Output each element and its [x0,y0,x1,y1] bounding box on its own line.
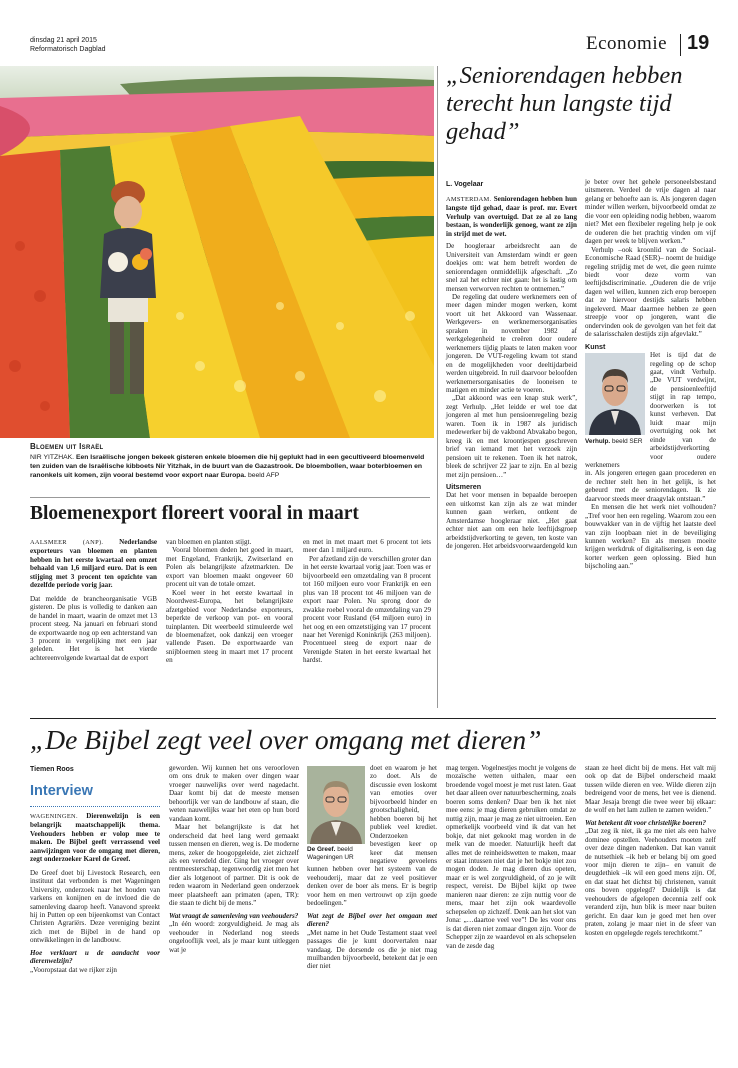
article1-body-3a: en met in met maart met 6 procent tot iets meer dan 1 miljard euro. [303,538,431,555]
degreef-photo-block [307,766,365,864]
article1-lead: Nederlandse exporteurs van bloemen en planten hebben in het eerste kwartaal een omzet behaald van 1,6 miljard euro. Dat is een stijging met 3 procent ten opzichte van dezelfde periode vorig jaar. [30,538,157,590]
article3-column-5 [585,764,716,937]
degreef-portrait [307,766,365,844]
degreef-caption: De Greef. [307,846,336,854]
interview-label: Interview [30,783,93,799]
column-divider [437,66,438,708]
article3-column-1 [30,812,160,974]
article1-dateline: AALSMEER (ANP). [30,539,104,546]
article3-column-3 [307,764,437,971]
article3-question-3: Wat zegt de Bijbel over het omgaan met dieren? [307,911,437,929]
article3-headline: „De Bijbel zegt veel over omgang met dieren” [30,724,542,755]
article3-body-1b: „Vooropstaat dat we rijker zijn [30,965,117,974]
photo1-caption-title: Bloemen uit Israël [30,442,104,451]
article3-body-1a: De Greef doet bij Livestock Research, een instituut dat verbonden is met Wageningen University, onderzoek naar het houden van varkens en konijnen en de invloed die de samenleving daarop heeft. Vanavond spreekt hij in Putten op een bijeenkomst van Contact Christen Agrariërs. Deze vereniging bezint zich met de Bijbel in de hand op ontwikkelingen in de landbouw. [30,868,160,945]
section-title: Economie [586,33,668,54]
divider [30,497,430,498]
article2-body-1d: Dat het voor mensen in bepaalde beroepen een uitkomst kan zijn als ze wat minder kunnen gaan werken, ontkent de Amsterdamse hoogleraar niet. „Het gaat echter niet aan om een hele leeftijdsgroep arbeidstijdverkorting te geven, ten koste van de jongeren. Het arbeidsvoorwaardengeld kun [446,491,577,551]
article3-question-1: Hoe verklaart u de aandacht voor dierenwelzijn? [30,948,160,966]
article3-body-2c: „In één woord: zorgvuldigheid. Je mag als veehouder in Nederland nog steeds ongelooflijk veel, als je maar kunt uitleggen wat je [169,920,299,954]
article2-body-2a: je beter over het gehele personeelsbestand uitsmeren. Verdeel de vrije dagen al naar gelang er behoefte aan is. Als jongeren dagen minder willen werken, bijvoorbeeld omdat ze die voor een opleiding nodig hebben, waarom niet? Met een flexibeler regeling help je ook de ouderen die het prachtig vinden om vijf dagen per week te blijven werken.” [585,178,716,246]
divider [30,718,716,719]
article2-body-2e: En mensen die het werk niet volhouden? „Tref voor hen een regeling. Waarom zou een bouwvakker van in de vijftig het laatste deel van zijn loopbaan niet in de beveiliging kunnen werken? En als mensen moeite krijgen werkdruk of digitalisering, is een dag korter werken geen oplossing. Bied hun bijscholing aan.” [585,503,716,571]
article1-body-2b: Vooral bloemen deden het goed in maart, met Engeland, Frankrijk, Zwitserland en Polen als belangrijkste afzetmarkten. De export van bloemen maakt ongeveer 60 procent uit van de totale omzet. [166,546,293,589]
article2-body-2c: Het is tijd dat de regeling op de schop gaat, vindt Verhulp. „De VUT verdwijnt, de pensioenleeftijd stijgt in rap tempo, doorwerken is tot kunst verheven. Dat luidt maar mijn overtuiging ook het einde van de arbeidstijdverkorting voor oudere werknemers [585,351,716,469]
article3-body-4a: mag tergen. Vogelnestjes mocht je volgens de mozaïsche wetten uithalen, maar een broedende vogel moest je met rust laten. Gaat het daar alleen over natuurbescherming, zoals boeren soms denken? Daar ben ik het niet mee eens: je mag dieren gebruiken omdat ze nuttig zijn, maar je mag ze niet uitroeien. Een opmerkelijk voorbeeld vind ik dat van het bokje, dat niet gekookt mag worden in de melk van de moeder. Natuurlijk heeft dat alles met de reinheidswetten te maken, maar er staat intussen niet dat je het bokje niet zou mogen doden. Je mag dieren dus opeten, maar er is wel zorgvuldigheid, of zo je wilt respect, vereist. De Bijbel kijkt op twee manieren naar dieren: ze zijn nuttig voor de mens, maar het zijn ook waardevolle schepselen op zichzelf. Denk aan het slot van Jona: „…daartoe veel vee”! De les voor ons is dat dieren niet zomaar dingen zijn. Voor de Schepper zijn ze waardevol en als schepselen van de zesde dag [446,764,577,950]
article1-body-2c: Koel weer in het eerste kwartaal in Noordwest-Europa, het belangrijkste afzetgebied voor Nederlandse exporteurs, beperkte de verkoop van pot- en vooral tuinplanten. Dit weerbeeld stimuleerde wel de bloemenafzet, ook dankzij een vroeger vallende Pasen. De exportwaarde van snijbloemen steeg in maart met 17 procent en [166,588,293,665]
article2-column-2 [585,178,716,571]
article2-lead: Seniorendagen hebben hun langste tijd gehad, daar is prof. mr. Evert Verhulp van overtuigd. Dat ze al zo lang bestaan, is wonderlijk genoeg, want ze zijn in strijd met de wet. [446,195,577,238]
article3-column-2 [169,764,299,954]
label-underline [30,806,160,807]
article3-body-2a: geworden. Wij kunnen het ons veroorloven om ons druk te maken over dingen waar vroeger nauwelijks over werd nagedacht. Daar komt bij dat de meeste mensen behoorlijk ver van de landbouw af staan, die weten nauwelijks waar het eten op hun bord vandaan komt. [169,764,299,823]
article1-body-3b: Per afzetland zijn de verschillen groter dan in het eerste kwartaal vorig jaar. Toen was er bijvoorbeeld een omzetdaling van 8 procent tot 160 miljoen euro voor Frankrijk en een plus van 18 procent tot 46 miljoen van de export naar Polen. Nu sprong door de zwakke roebel vooral de omzetdaling van 29 procent voor Rusland (64 miljoen euro) in het oog en een omzetstijging van 17 procent naar het Verenigd Koninkrijk (263 miljoen). Procentueel steeg de export naar de Verenigde Staten in het eerste kwartaal het hardst. [303,554,431,665]
article3-body-2b: Maar het belangrijkste is dat het onderscheid dat heel lang werd gemaakt tussen mensen en dieren, weg is. De moderne mens, zeker de hoogopgeleide, ziet zichzelf als een veredeld dier. Ging het vroeger over rentmeesterschap, tegenwoordig ziet men het dier als lotgenoot of partner. Dit is ook de reden waarom in Nederland geen onderzoek meer plaatsheeft aan primaten (apen, TR): die staan te dicht bij de mens.” [169,823,299,908]
article3-body-5b: „Dat zeg ik niet, ik ga me niet als een halve dominee opstellen. Veehouders moeten zelf over deze dingen nadenken. Dat kan vanuit de nutsethiek –ik heb er belang bij om goed voor mijn dieren te zijn– en vanuit de deugdethiek –ik wil een goed mens zijn. Of, en dat staat het dichtst bij christenen, vanuit ons boven opgelegd? Duidelijk is dat veehouders de afgelopen decennia zelf ook veranderd zijn, hun blik is meer naar buiten gericht. En daar kun je goed met hen over praten, zolang je maar niet in de sfeer van kosten en opgelegde regels terechtkomt.” [585,827,716,937]
verhulp-portrait [585,353,645,435]
verhulp-photo-block [585,353,645,454]
article1-body-2a: van bloemen en planten stijgt. [166,538,252,546]
verhulp-credit: beeld SER [612,437,643,445]
article3-lead: Dierenwelzijn is een belangrijk maatschappelijk thema. Veehouders hebben er volop mee te maken. De Bijbel geeft verrassend veel aanwijzingen voor de omgang met dieren, zegt onderzoeker Karel de Greef. [30,812,161,864]
article3-body-3a: doet en waarom je het zo doet. Als de discussie even loskomt van emoties over bijvoorbeeld hinder en grootschaligheid, hebben boeren bij het publiek veel krediet. Onderzoeken bevestigen keer op keer dat mensen negatieve gevoelens kunnen hebben over het systeem van de veehouderij, maar dat ze veel positiever denken over de boer als mens. Er is begrip voor hem en men vertrouwt op zijn goede bedoelingen.” [307,764,437,908]
article2-body-2d: in. Als jongeren ertegen gaan procederen en de rechter stelt hen in het gelijk, is het gebeurd met de seniorendagen. Ik zie daarvoor steeds meer draagvlak ontstaan.” [585,469,716,503]
flower-field-photo [0,66,434,438]
article2-byline: L. Vogelaar [446,181,484,188]
flower-field-illustration [0,66,434,438]
article2-headline: „Seniorendagen hebben terecht hun langste tijd gehad” [446,62,683,145]
article1-headline: Bloemenexport floreert vooral in maart [30,503,359,524]
page-number: 19 [687,32,710,54]
article2-column-1 [446,195,577,551]
verhulp-caption: Verhulp. [585,437,611,445]
photo1-caption [30,453,430,480]
article2-body-1a: De hoogleraar arbeidsrecht aan de Universiteit van Amsterdam windt er geen doekjes om: wat hem betreft worden de seniorendagen onmiddellijk afgeschaft. „Zo snel zal het echter niet gaan: het is lastig om mensen verworven rechten te ontnemen.” [446,242,577,293]
article1-body-1: Dat meldde de brancheorganisatie VGB gisteren. De plus is volledig te danken aan de handel in maart, waarin de omzet met 13 procent steeg. Na januari en februari stond de exportwaarde nog op een achterstand van 3 procent in vergelijking met een jaar geleden. Het is het vierde achtereenvolgende kwartaal dat de export [30,594,157,662]
degreef-credit: beeld Wageningen UR [307,846,354,862]
article1-column-2 [166,538,293,665]
article2-subhead-2: Kunst [585,341,606,351]
article3-dateline: WAGENINGEN. [30,813,78,820]
article2-subhead-1: Uitsmeren [446,481,482,491]
article2-dateline: AMSTERDAM. [446,196,492,203]
article3-body-5a: staan ze heel dicht bij de mens. Het valt mij ook op dat de Bijbel onderscheid maakt tussen wilde dieren en vee. Wilde dieren zijn bedreigend voor de mens, het vee is dienend. Maar Jesaja brengt die twee weer bij elkaar: de wolf en het lam zullen te zamen weiden.” [585,764,716,815]
article2-body-1c: „Dat akkoord was een knap stuk werk”, zegt Verhulp. „Het leidde er wel toe dat jongeren al met hun pensioenregeling bezig waren. Toen ik in 1987 als juridisch medewerker bij de vakbond Abvakabo begon, kreeg ik en met kroontjespen geschreven brief van iemand met het verzoek zijn pensioen uit te rekenen. Toen ik het natrok, bleek de schrijver 22 jaar te zijn. En al bezig met zijn pensioen…” [446,394,577,479]
article3-byline: Tiemen Roos [30,766,74,773]
article2-body-1b: De regeling dat oudere werknemers een of meer dagen minder mogen werken, komt voort uit het Akkoord van Wassenaar. Werkgevers- en werknemersorganisaties spraken in november 1982 af werkgelegenheid te creëren door oudere werknemers tijdig plaats te laten maken voor jongeren. De VUT-regeling kwam tot stand en de mogelijkheden voor deeltijdarbeid werden uitgebreid. In ruil daarvoor beloofden werknemersorganisaties de looneisen te matigen en minder actie te voeren. [446,292,577,394]
header-date: dinsdag 21 april 2015 [30,37,97,44]
header-paper: Reformatorisch Dagblad [30,46,106,53]
article3-question-4: Wat betekent dit voor christelijke boeren? [585,818,707,827]
photo1-caption-text: Een Israëlische jongen bekeek gisteren enkele bloemen die hij geplukt had in een gecultiveerd bloemenveld ten zuiden van de Israëlische kibboets Nir Yitzhak, in de buurt van de Gazastrook. De bloembollen, waar boterbloemen en ranonkels uit komen, zijn vooral bestemd voor export naar Europa. [30,454,425,479]
article3-body-3b: „Met name in het Oude Testament staat veel passages die je kunt doorvertalen naar vandaag. De dorsende os die je niet mag muilbanden bijvoorbeeld, betekent dat je een dier niet [307,928,437,971]
article2-body-2b: Verhulp –ook kroonlid van de Sociaal-Economische Raad (SER)– noemt de huidige regeling strijdig met de wet, die geen ruimte biedt voor deze vorm van leeftijdsdiscriminatie. „Ouderen die de vrije dagen wel willen, kunnen zich erop beroepen dat ze hiervoor destijds salaris hebben ingeleverd. Maar daarmee hebben ze geen streepje voor op jongeren, want die ondervinden ook de gevolgen van het feit dat de salarisschalen destijds zijn afgevlakt.” [585,245,716,339]
photo1-caption-place: NIR YITZHAK. [30,454,75,461]
photo1-caption-credit: beeld AFP [247,472,280,479]
article3-question-2: Wat vraagt de samenleving van veehouders? [169,911,299,920]
header-divider [680,34,681,56]
article1-column-1 [30,538,157,662]
article1-column-3 [303,538,431,665]
article3-column-4 [446,764,576,950]
